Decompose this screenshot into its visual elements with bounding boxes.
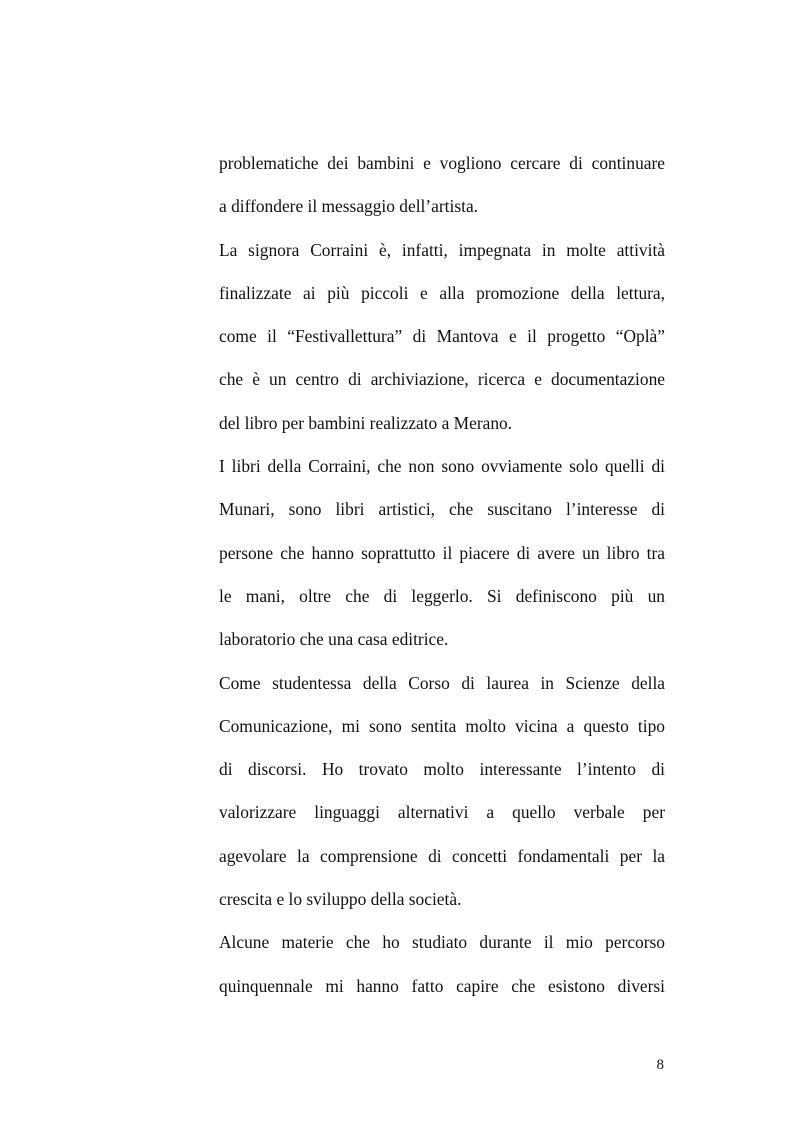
page-number: 8 xyxy=(656,1057,664,1073)
text-line: problematiche dei bambini e vogliono cercare di continuare xyxy=(219,153,665,173)
text-line: Come studentessa della Corso di laurea in Scienze della xyxy=(219,672,665,693)
text-line: che è un centro di archiviazione, ricerca e documentazione xyxy=(219,369,665,390)
text-line: agevolare la comprensione di concetti fondamentali per la xyxy=(219,845,665,866)
text-line: del libro per bambini realizzato a Merano. xyxy=(219,412,513,433)
text-line: Munari, sono libri artistici, che suscitano l’interesse di xyxy=(219,499,665,520)
text-line: laboratorio che una casa editrice. xyxy=(219,629,449,650)
text-line: finalizzate ai più piccoli e alla promozione della lettura, xyxy=(219,282,665,303)
text-line: persone che hanno soprattutto il piacere di avere un libro tra xyxy=(219,542,665,563)
text-line: valorizzare linguaggi alternativi a quello verbale per xyxy=(219,802,665,823)
body-text xyxy=(219,142,665,1008)
text-line: di discorsi. Ho trovato molto interessante l’intento di xyxy=(219,759,665,780)
text-line: a diffondere il messaggio dell’artista. xyxy=(219,196,479,217)
text-line: quinquennale mi hanno fatto capire che esistono diversi xyxy=(219,975,665,996)
text-line: Comunicazione, mi sono sentita molto vicina a questo tipo xyxy=(219,715,665,736)
text-line: I libri della Corraini, che non sono ovviamente solo quelli di xyxy=(219,456,665,477)
text-line: le mani, oltre che di leggerlo. Si definiscono più un xyxy=(219,585,665,606)
text-line: Alcune materie che ho studiato durante il mio percorso xyxy=(219,932,665,953)
text-line: crescita e lo sviluppo della società. xyxy=(219,889,462,910)
text-line: La signora Corraini è, infatti, impegnata in molte attività xyxy=(219,239,665,260)
text-line: come il “Festivallettura” di Mantova e il progetto “Oplà” xyxy=(219,326,665,347)
